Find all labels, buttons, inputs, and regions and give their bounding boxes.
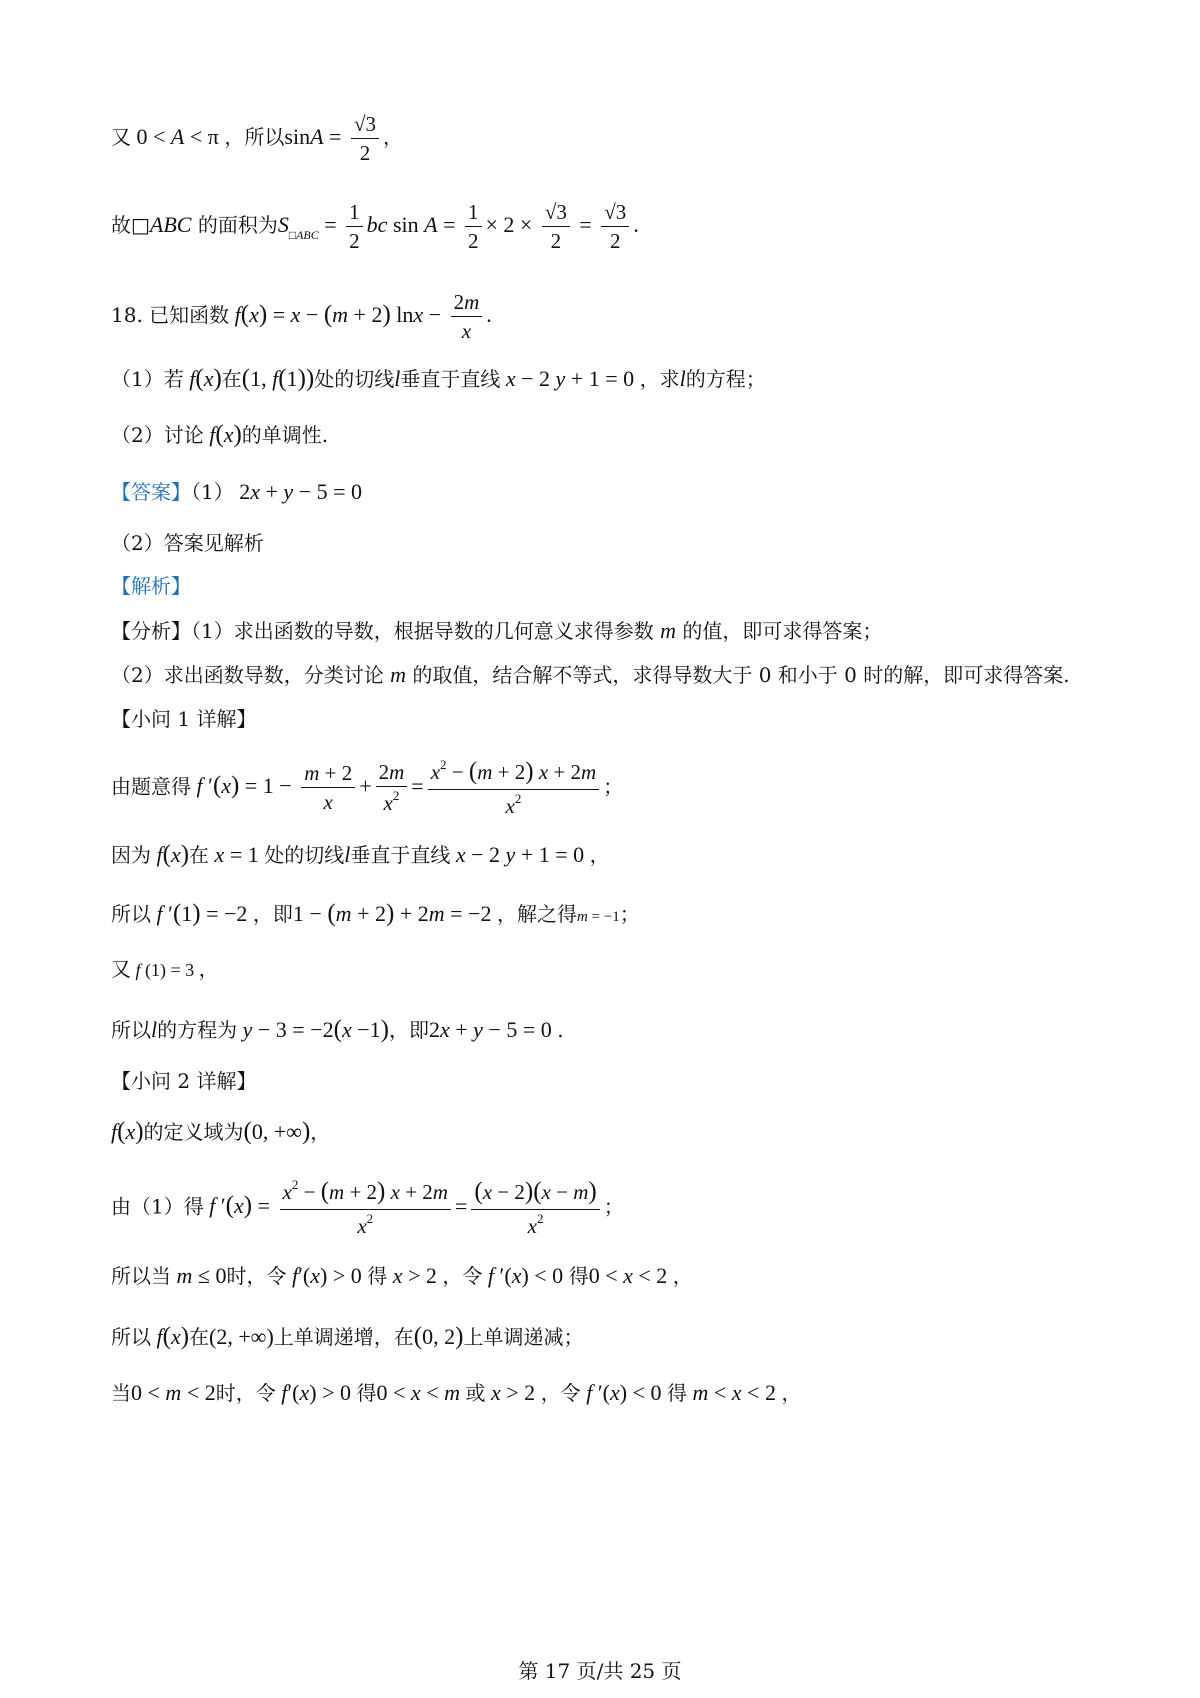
line-area: 故□ABC 的面积为$S_{□ABC}$ = $\frac{1}{2}$ bc sin A = $\frac{1}{2}$ × 2 × $\frac{√3}{2}$ = $\frac{√3}{2}$ . — [111, 200, 639, 254]
question-18: 18. 已知函数 f(x) = x − (m + 2) lnx − $\frac{2m}{x}$ . — [111, 290, 492, 344]
tangent-condition: 因为 f(x)在 x = 1 处的切线l垂直于直线 x − 2 y + 1 = 0 ， — [111, 841, 610, 868]
case-m-between: 当0 < m < 2时，令 f′(x) > 0 得0 < x < m 或 x > 2 ，令 f ′(x) < 0 得 m < x < 2 ， — [111, 1380, 802, 1405]
subquestion-2-heading: 【小问 2 详解】 — [111, 1069, 257, 1093]
f1-value-line: 又 f (1) = 3 ， — [111, 957, 219, 981]
analysis-tag: 【解析】 — [111, 574, 191, 598]
fraction: $\frac{√3}{2}$ — [351, 112, 379, 165]
answer-line: 【答案】（1） 2x + y − 5 = 0 — [111, 479, 363, 504]
analysis-line-1: 【分析】（1）求出函数的导数，根据导数的几何意义求得参数 m 的值，即可求得答案； — [111, 618, 883, 643]
page-footer: 第 17 页/共 25 页 — [518, 1659, 682, 1683]
question-part-1: （1）若 f(x)在(1, f(1))处的切线l垂直于直线 x − 2 y + 1 = 0 ，求l的方程； — [111, 365, 766, 392]
solve-m-line: 所以 f ′(1) = −2 ，即1 − (m + 2) + 2m = −2 ，解之得m = −1； — [111, 900, 640, 927]
case-m-nonpositive: 所以当 m ≤ 0时，令 f′(x) > 0 得 x > 2 ，令 f ′(x) < 0 得0 < x < 2 ， — [111, 1263, 693, 1288]
tangent-equation-line: 所以l的方程为 y − 3 = −2(x −1)，即2x + y − 5 = 0 . — [111, 1016, 564, 1043]
subquestion-1-heading: 【小问 1 详解】 — [111, 707, 257, 731]
question-part-2: （2）讨论 f(x)的单调性. — [111, 421, 329, 448]
answer-line-2: （2）答案见解析 — [111, 531, 264, 555]
monotonic-line: 所以 f(x)在(2, +∞)上单调递增，在(0, 2)上单调递减； — [111, 1323, 584, 1350]
factored-derivative-line: 由（1）得 f ′(x) = $\frac{x^2 - (m + 2) x + 2m}{x^2}$ = $\frac{(x - 2)(x - m)}{x^2}$ ； — [111, 1177, 624, 1238]
triangle-symbol: □ — [131, 213, 150, 238]
line-sinA: 又 0 < A < π ，所以sinA = $\frac{√3}{2}$ ， — [111, 112, 403, 166]
derivative-line: 由题意得 f ′(x) = 1 − $\frac{m + 2}{x}$ + $\frac{2m}{x^2}$ = $\frac{x^2 - (m + 2) x + 2m}{x^2}$ ； — [111, 757, 624, 818]
domain-line: f(x)的定义域为(0, +∞)， — [111, 1118, 331, 1145]
analysis-line-2: （2）求出函数导数，分类讨论 m 的取值，结合解不等式，求得导数大于 0 和小于 0 时的解，即可求得答案. — [111, 662, 1070, 687]
answer-tag: 【答案】 — [111, 480, 191, 504]
